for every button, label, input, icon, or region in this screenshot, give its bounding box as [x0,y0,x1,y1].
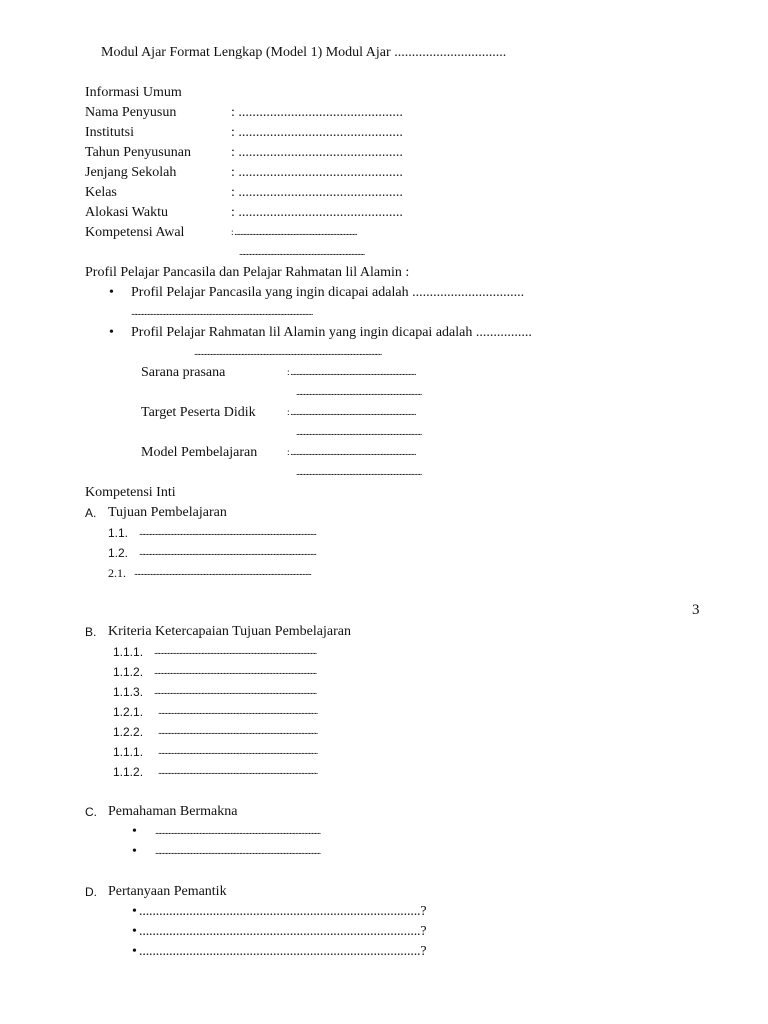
question-item: ....................................................................................? [139,904,427,919]
sub-field-continuation: ..................................................................................... [296,428,422,438]
section-title: Pertanyaan Pemantik [108,884,227,899]
field-label: Kompetensi Awal [85,225,185,240]
field-value: : ............................................... [231,205,403,220]
field-label: Kelas [85,185,117,200]
list-item-number: 1.1.1. [113,645,144,659]
informasi-umum-heading: Informasi Umum [85,85,182,100]
sub-field-value: : ..................................................................................... [287,368,416,378]
sub-field-label: Sarana prasana [141,365,226,380]
bullet-icon: • [132,944,137,959]
field-value: : ............................................... [231,105,403,120]
sub-field-value: : ..................................................................................... [287,448,416,458]
list-item-number: 1.1.2. [113,665,144,679]
field-value: : ............................................... [231,165,403,180]
profil-item: Profil Pelajar Rahmatan lil Alamin yang ingin dicapai adalah ................ [131,325,532,340]
list-item-number: 2.1. [108,566,126,580]
question-item: ....................................................................................? [139,944,427,959]
list-item-number: 1.2. [108,546,129,560]
bullet-icon: • [132,904,137,919]
list-item-number: 1.2.2. [113,725,144,739]
bullet-icon: • [132,924,137,939]
field-value: : ............................................... [231,145,403,160]
field-value: : ............................................... [231,125,403,140]
section-title: Kriteria Ketercapaian Tujuan Pembelajaran [108,624,351,639]
page-title: Modul Ajar Format Lengkap (Model 1) Modul Ajar ................................ [101,45,507,60]
list-item-dots: ............................................................................................................ [158,767,318,777]
field-label: Tahun Penyusunan [85,145,191,160]
list-item-dots: .............................................................................................................. [154,687,317,697]
field-value: : ............................................... [231,185,403,200]
list-item-dots: ............................................................................................................ [158,707,318,717]
section-marker: B. [85,625,97,639]
list-item-number: 1.1.2. [113,765,144,779]
list-item-dots: ........................................................................................................................ [134,568,312,578]
field-continuation: ..................................................................................... [239,248,365,258]
bullet-icon: • [109,325,114,340]
list-item-number: 1.1.1. [113,745,144,759]
section-title: Tujuan Pembelajaran [108,505,227,520]
list-item-dots: ................................................................................................................ [155,827,321,837]
list-item-dots: ............................................................................................................ [158,747,318,757]
list-item-number: 1.1.3. [113,685,144,699]
section-marker: D. [85,885,97,899]
list-item-dots: .............................................................................................................. [154,647,317,657]
profil-item-continuation: ........................................................................................................................... [131,308,313,318]
field-label: Institutsi [85,125,135,140]
list-item-dots: ........................................................................................................................ [139,528,317,538]
list-item-dots: ............................................................................................................ [158,727,318,737]
section-title: Pemahaman Bermakna [108,804,238,819]
field-value: : ................................................................................... [231,228,357,238]
field-label: Alokasi Waktu [85,205,168,220]
profil-heading: Profil Pelajar Pancasila dan Pelajar Rahmatan lil Alamin : [85,265,410,280]
sub-field-label: Model Pembelajaran [141,445,258,460]
bullet-icon: • [109,285,114,300]
bullet-icon: • [132,824,137,839]
bullet-icon: • [132,844,137,859]
sub-field-label: Target Peserta Didik [141,405,256,420]
kompetensi-inti-heading: Kompetensi Inti [85,485,176,500]
field-label: Jenjang Sekolah [85,165,177,180]
list-item-number: 1.1. [108,526,129,540]
sub-field-value: : ..................................................................................... [287,408,416,418]
question-item: ....................................................................................? [139,924,427,939]
sub-field-continuation: ..................................................................................... [296,388,422,398]
section-marker: C. [85,805,97,819]
list-item-dots: .............................................................................................................. [154,667,317,677]
list-item-dots: ................................................................................................................ [155,847,321,857]
field-label: Nama Penyusun [85,105,177,120]
profil-item-continuation: ............................................................................................................................... [194,348,382,358]
sub-field-continuation: ..................................................................................... [296,468,422,478]
section-marker: A. [85,506,97,520]
profil-item: Profil Pelajar Pancasila yang ingin dicapai adalah ................................ [131,285,525,300]
list-item-dots: ........................................................................................................................ [139,548,317,558]
page-number: 3 [692,602,700,618]
list-item-number: 1.2.1. [113,705,144,719]
